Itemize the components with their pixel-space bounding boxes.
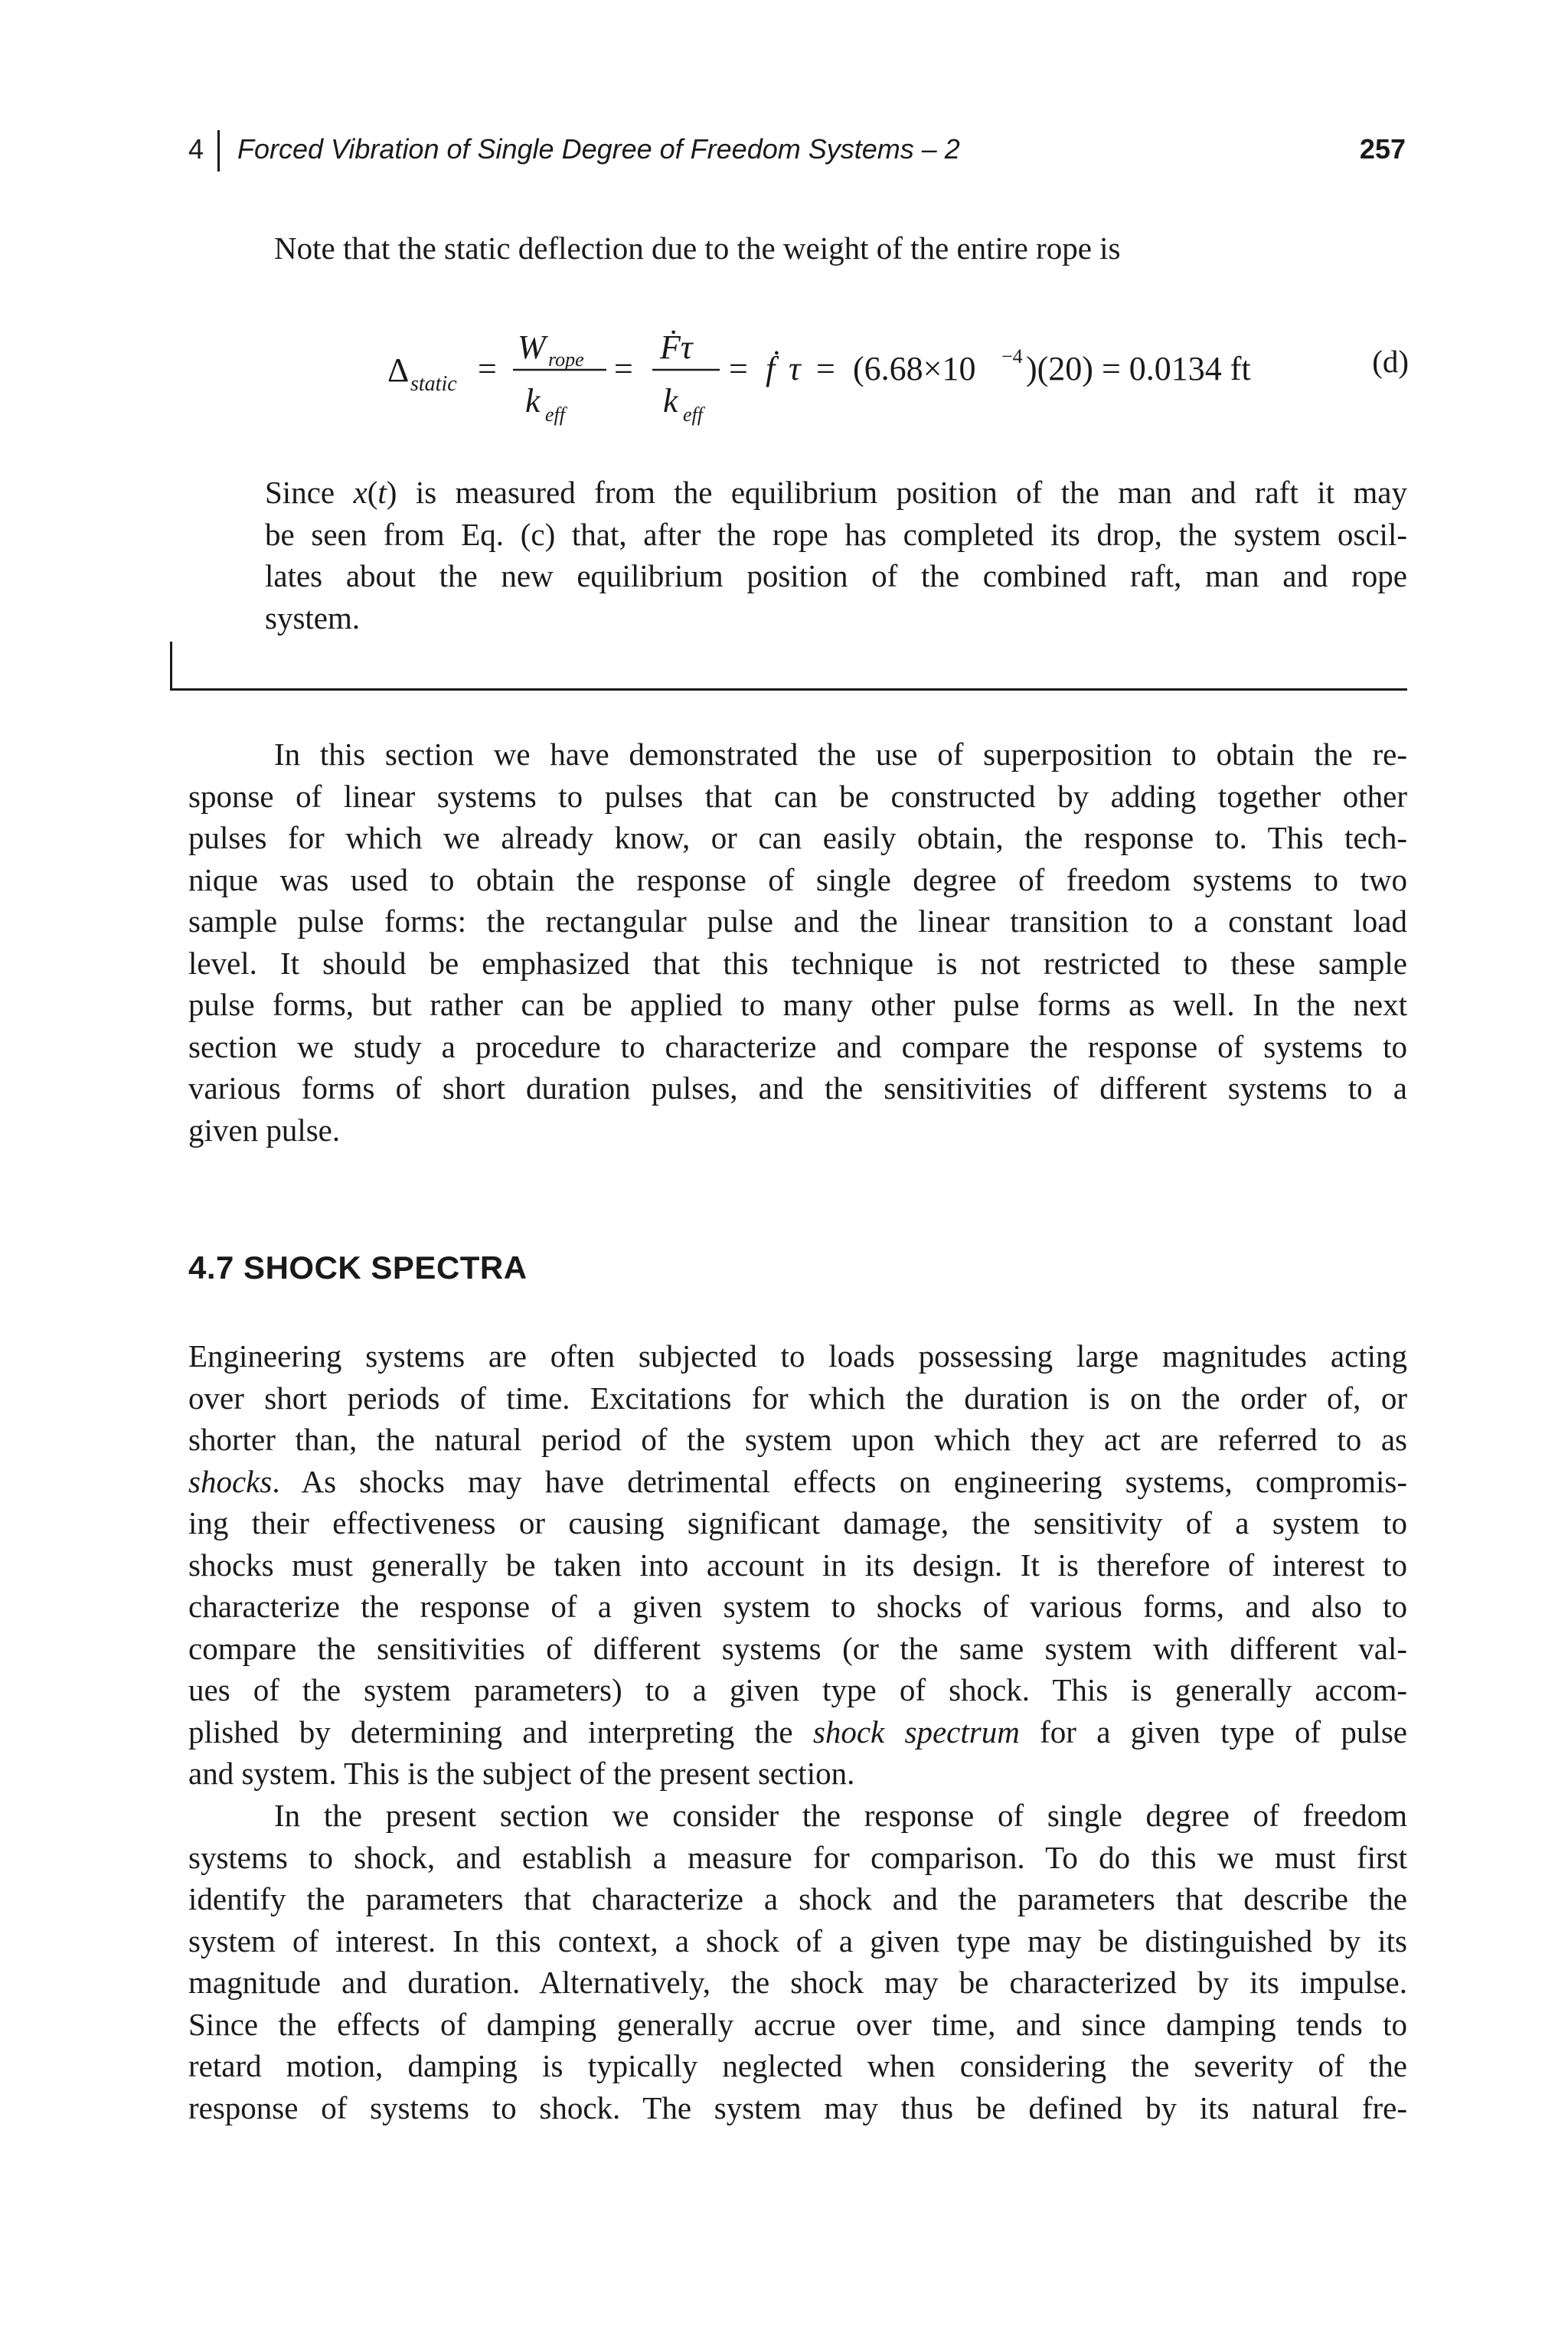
rhs-value-a: (6.68×10 [853, 350, 976, 387]
frac1-denominator: k [525, 382, 541, 420]
equals-3: = [729, 350, 748, 387]
summary-line: section we study a procedure to characterize and compare the response of systems to [188, 1028, 1407, 1064]
page-number: 257 [1359, 133, 1406, 165]
shock-line: Engineering systems are often subjected to loads possessing large magnitudes acting [188, 1338, 1407, 1374]
summary-line: level. It should be emphasized that this technique is not restricted to these sample [188, 945, 1407, 981]
present-line: systems to shock, and establish a measure for comparison. To do this we must first [188, 1839, 1407, 1875]
frac1-numerator: W [518, 328, 546, 366]
shock-line: over short periods of time. Excitations for which the duration is on the order of, or [188, 1380, 1407, 1416]
equation-d-formula [383, 312, 1251, 435]
shock-line: and system. This is the subject of the present section. [188, 1756, 855, 1791]
since-line-1: Since x(t) is measured from the equilibrium position of the man and raft it may [265, 475, 1407, 510]
shock-line [188, 1711, 1407, 1753]
frac1-numerator-sub: rope [548, 348, 584, 371]
frac2-denominator-sub: eff [683, 403, 703, 426]
present-paragraph [188, 1795, 1407, 2129]
present-line: Since the effects of damping generally accrue over time, and since damping tends to [188, 2006, 1407, 2042]
frac1-denominator-sub: eff [545, 403, 565, 426]
note-text: Note that the static deflection due to the weight of the entire rope is [274, 230, 1121, 266]
present-line: In the present section we consider the response of single degree of freedom [274, 1798, 1407, 1833]
example-end-rule-vertical [170, 642, 172, 691]
summary-line: sponse of linear systems to pulses that can be constructed by adding together other [188, 778, 1407, 814]
shock-line: ing their effectiveness or causing significant damage, the sensitivity of a system to [188, 1505, 1407, 1540]
since-line-4: system. [265, 600, 361, 635]
equals-4: = [816, 350, 835, 387]
equals-2: = [614, 350, 633, 387]
present-line: system of interest. In this context, a shock of a given type may be distinguished by its [188, 1923, 1407, 1959]
summary-line: pulse forms, but rather can be applied to many other pulse forms as well. In the next [188, 987, 1407, 1022]
shock-paragraph [188, 1335, 1407, 1795]
summary-line: given pulse. [188, 1112, 341, 1148]
summary-paragraph [188, 733, 1407, 1151]
summary-line: nique was used to obtain the response of single degree of freedom systems to two [188, 861, 1407, 897]
since-paragraph [265, 472, 1407, 639]
shock-line-b: for a given type of pulse [1019, 1714, 1407, 1750]
shock-line [188, 1461, 1407, 1503]
summary-line: sample pulse forms: the rectangular pulse and the linear transition to a constant load [188, 903, 1407, 939]
shock-line: compare the sensitivities of different systems (or the same system with different val- [188, 1630, 1407, 1666]
shock-line-a: plished by determining and interpreting the [188, 1714, 813, 1750]
present-line: response of systems to shock. The system may thus be defined by its natural fre- [188, 2089, 1407, 2125]
shock-line: characterize the response of a given system to shocks of various forms, and also to [188, 1589, 1407, 1624]
chapter-number: 4 [188, 133, 204, 165]
shock-line: shorter than, the natural period of the system upon which they act are referred to as [188, 1422, 1407, 1457]
delta-symbol: Δ [387, 351, 410, 389]
summary-line: In this section we have demonstrated the use of superposition to obtain the re- [274, 737, 1407, 772]
delta-subscript: static [410, 372, 457, 396]
rhs-exponent: −4 [1001, 345, 1023, 368]
term-shock-spectrum: shock spectrum [812, 1714, 1020, 1750]
present-line: retard motion, damping is typically neglected when considering the severity of the [188, 2048, 1407, 2083]
shock-line-rest: . As shocks may have detrimental effects on engineering systems, compromis- [272, 1463, 1407, 1499]
present-line: magnitude and duration. Alternatively, the shock may be characterized by its impulse. [188, 1965, 1407, 2000]
summary-line: pulses for which we already know, or can easily obtain, the response to. This tech- [188, 820, 1407, 855]
section-heading: 4.7 SHOCK SPECTRA [188, 1250, 528, 1286]
shock-line: shocks must generally be taken into account in its design. It is therefore of interest to [188, 1547, 1407, 1583]
frac2-numerator: Ḟτ [660, 328, 693, 366]
example-end-rule [170, 688, 1407, 691]
present-line: identify the parameters that characterize a shock and the parameters that describe the [188, 1881, 1407, 1916]
shock-line: ues of the system parameters) to a given type of shock. This is generally accom- [188, 1672, 1407, 1707]
running-title: Forced Vibration of Single Degree of Freedom Systems – 2 [237, 133, 960, 165]
since-line-2: be seen from Eq. (c) that, after the rope has completed its drop, the system oscil- [265, 516, 1407, 552]
equation-d [383, 312, 1409, 435]
running-header [188, 129, 1406, 176]
rhs-f-dot: ḟ [766, 350, 776, 387]
rhs-value-b: )(20) = 0.0134 ft [1026, 350, 1251, 387]
summary-line: various forms of short duration pulses, and the sensitivities of different systems to a [188, 1070, 1407, 1106]
equals-1: = [478, 350, 497, 387]
equation-label: (d) [1372, 344, 1409, 379]
since-line-3: lates about the new equilibrium position of the combined raft, man and rope [265, 558, 1407, 593]
rhs-tau: τ [789, 350, 801, 387]
frac2-denominator: k [663, 382, 678, 420]
term-shocks: shocks [188, 1463, 273, 1499]
header-divider [217, 130, 220, 172]
